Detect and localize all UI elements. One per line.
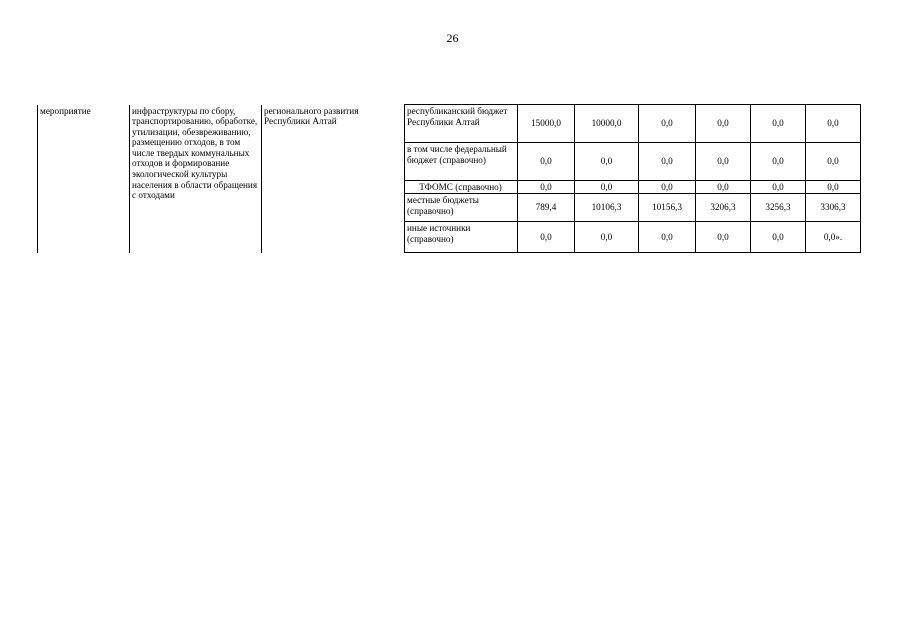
value-cell: 0,0 — [639, 105, 696, 143]
funding-source-cell: ТФОМС (справочно) — [405, 181, 518, 194]
value-cell: 0,0 — [696, 105, 751, 143]
responsible-executor-cell: регионального развития Республики Алтай — [262, 105, 405, 253]
value-cell: 0,0 — [751, 222, 806, 253]
table-row — [38, 105, 861, 143]
value-cell: 0,0 — [518, 222, 575, 253]
value-cell: 0,0 — [639, 181, 696, 194]
value-cell: 3306,3 — [806, 194, 861, 222]
value-cell: 0,0 — [639, 143, 696, 181]
value-cell: 0,0 — [751, 181, 806, 194]
value-cell: 0,0 — [518, 181, 575, 194]
value-cell: 0,0 — [751, 143, 806, 181]
event-type-cell: мероприятие — [38, 105, 130, 253]
financing-table — [37, 104, 861, 253]
value-cell: 0,0 — [696, 222, 751, 253]
value-cell: 0,0 — [806, 181, 861, 194]
page-number: 26 — [446, 31, 459, 45]
value-cell: 10156,3 — [639, 194, 696, 222]
value-cell: 0,0». — [806, 222, 861, 253]
value-cell: 0,0 — [518, 143, 575, 181]
value-cell: 3256,3 — [751, 194, 806, 222]
value-cell: 0,0 — [575, 181, 639, 194]
funding-source-cell: иные источники (справочно) — [405, 222, 518, 253]
value-cell: 0,0 — [575, 143, 639, 181]
funding-source-cell: местные бюджеты (справочно) — [405, 194, 518, 222]
value-cell: 0,0 — [639, 222, 696, 253]
value-cell: 0,0 — [575, 222, 639, 253]
value-cell: 789,4 — [518, 194, 575, 222]
value-cell: 10106,3 — [575, 194, 639, 222]
funding-source-cell: республиканский бюджет Республики Алтай — [405, 105, 518, 143]
value-cell: 0,0 — [696, 181, 751, 194]
funding-source-cell: в том числе федеральный бюджет (справочно) — [405, 143, 518, 181]
value-cell: 0,0 — [751, 105, 806, 143]
value-cell: 10000,0 — [575, 105, 639, 143]
value-cell: 0,0 — [806, 105, 861, 143]
value-cell: 0,0 — [696, 143, 751, 181]
value-cell: 15000,0 — [518, 105, 575, 143]
value-cell: 3206,3 — [696, 194, 751, 222]
value-cell: 0,0 — [806, 143, 861, 181]
event-description-cell: инфраструктуры по сбору, транспортированию, обработке, утилизации, обезвреживанию, размещению отходов, в том числе твердых коммунальных отходов и формирование экологической культуры населения в области обращения с отходами — [130, 105, 262, 253]
